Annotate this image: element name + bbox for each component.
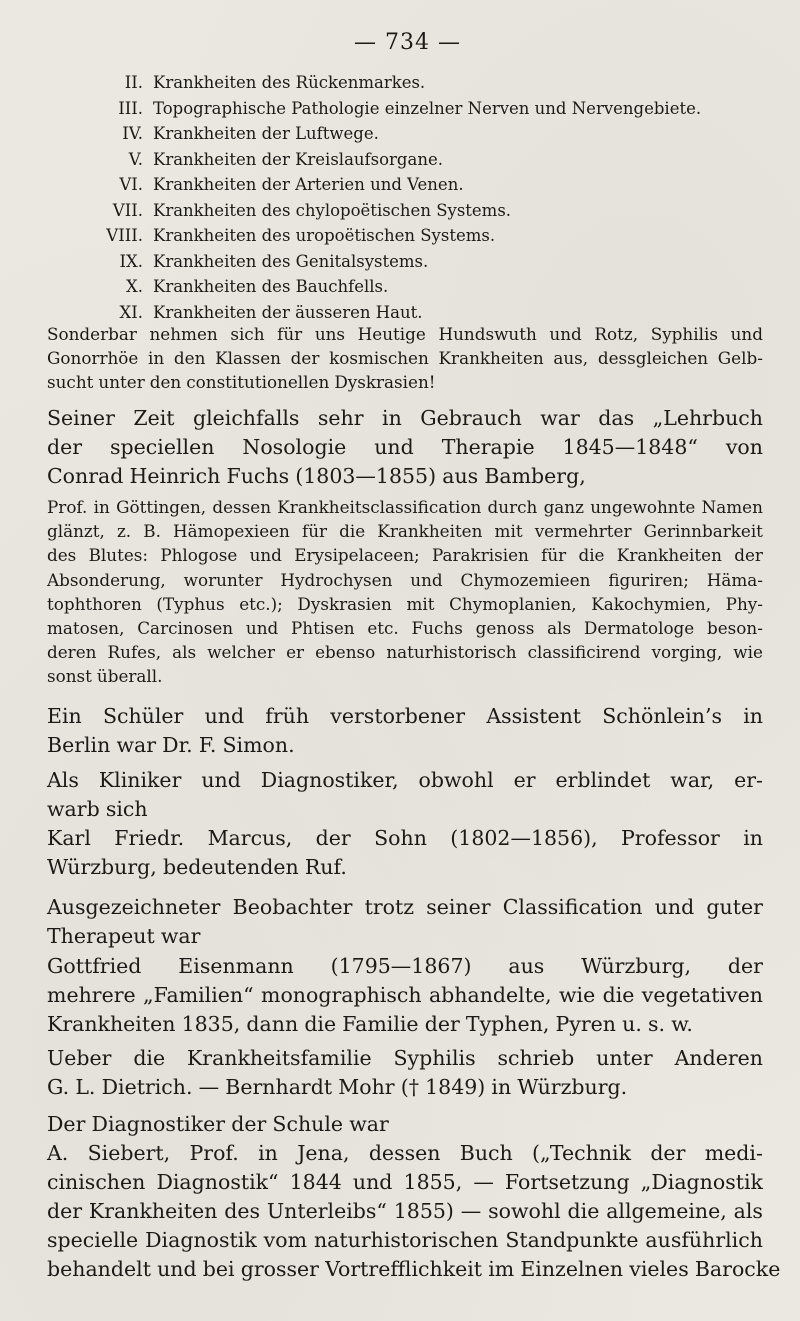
text-line: specielle Diagnostik vom naturhistorischen Standpunkte ausführlich	[47, 1228, 763, 1252]
text-line: A. Siebert, Prof. in Jena, dessen Buch („Technik der medi-	[47, 1141, 763, 1165]
text-line: sonst überall.	[47, 666, 163, 687]
paragraph	[47, 702, 763, 760]
paragraph	[47, 952, 763, 1039]
text-line: Karl Friedr. Marcus, der Sohn (1802—1856), Professor in	[47, 826, 763, 850]
text-line: G. L. Dietrich. — Bernhardt Mohr († 1849) in Würzburg.	[47, 1075, 628, 1099]
text-line: Ausgezeichneter Beobachter trotz seiner Classification und guter	[47, 895, 763, 919]
text-line: Therapeut war	[47, 924, 201, 948]
text-line: warb sich	[47, 797, 148, 821]
list-item-number: XI.	[119, 302, 143, 322]
list-item	[80, 223, 701, 249]
list-item	[80, 121, 701, 147]
text-line: Krankheiten 1835, dann die Familie der Typhen, Pyren u. s. w.	[47, 1012, 693, 1036]
text-line: Berlin war Dr. F. Simon.	[47, 733, 295, 757]
text-line: Ueber die Krankheitsfamilie Syphilis schrieb unter Anderen	[47, 1046, 763, 1070]
list-item-number: VI.	[119, 175, 143, 194]
list-item	[80, 96, 701, 122]
text-line: Würzburg, bedeutenden Ruf.	[47, 855, 347, 879]
list-item-text: Krankheiten der Arterien und Venen.	[153, 175, 464, 194]
paragraph	[47, 1110, 763, 1139]
text-line: Der Diagnostiker der Schule war	[47, 1112, 389, 1136]
paragraph	[47, 404, 763, 491]
list-item-number: V.	[128, 149, 143, 169]
text-line: Sonderbar nehmen sich für uns Heutige Hundswuth und Rotz, Syphilis und	[47, 324, 763, 344]
paragraph	[47, 1139, 781, 1284]
list-item-text: Krankheiten der Luftwege.	[153, 124, 379, 143]
text-line: behandelt und bei grosser Vortrefflichkeit im Einzelnen vieles Barocke	[47, 1257, 781, 1281]
text-line: der speciellen Nosologie und Therapie 1845—1848“ von	[47, 435, 763, 459]
paragraph	[47, 893, 763, 951]
paragraph	[47, 322, 763, 395]
text-line: Seiner Zeit gleichfalls sehr in Gebrauch war das „Lehrbuch	[47, 406, 763, 430]
paragraph	[47, 766, 763, 824]
list-item-text: Krankheiten des chylopoëtischen Systems.	[153, 200, 512, 220]
paragraph	[47, 824, 763, 882]
text-line: Als Kliniker und Diagnostiker, obwohl er erblindet war, er-	[47, 768, 763, 792]
classification-list	[80, 70, 701, 325]
list-item	[80, 249, 701, 275]
text-line: Ein Schüler und früh verstorbener Assistent Schönlein’s in	[47, 704, 763, 728]
text-line: sucht unter den constitutionellen Dyskrasien!	[47, 372, 436, 393]
list-item-text: Krankheiten der äusseren Haut.	[153, 302, 423, 322]
text-line: Absonderung, worunter Hydrochysen und Chymozemieen figuriren; Häma-	[47, 569, 763, 590]
text-line: Gonorrhöe in den Klassen der kosmischen Krankheiten aus, dessgleichen Gelb-	[47, 348, 763, 369]
list-item-text: Krankheiten des uropoëtischen Systems.	[153, 226, 496, 245]
text-line: matosen, Carcinosen und Phtisen etc. Fuchs genoss als Dermatologe beson-	[47, 618, 763, 639]
text-line: mehrere „Familien“ monographisch abhandelte, wie die vegetativen	[47, 983, 763, 1007]
text-line: Prof. in Göttingen, dessen Krankheitsclassification durch ganz ungewohnte Namen	[47, 497, 763, 517]
text-line: glänzt, z. B. Hämopexieen für die Krankheiten mit vermehrter Gerinnbarkeit	[47, 521, 763, 542]
text-line: der Krankheiten des Unterleibs“ 1855) — sowohl die allgemeine, als	[47, 1199, 763, 1223]
list-item-text: Topographische Pathologie einzelner Nerven und Nervengebiete.	[153, 98, 702, 118]
text-line: deren Rufes, als welcher er ebenso naturhistorisch classificirend vorging, wie	[47, 642, 763, 663]
list-item-text: Krankheiten des Bauchfells.	[153, 277, 389, 296]
list-item-number: IX.	[119, 251, 143, 271]
list-item	[80, 172, 701, 198]
list-item	[80, 70, 701, 96]
paragraph	[47, 495, 763, 689]
list-item-number: III.	[118, 98, 143, 118]
text-line: Conrad Heinrich Fuchs (1803—1855) aus Bamberg,	[47, 464, 586, 488]
page-number: — 734 —	[354, 30, 461, 55]
list-item-number: II.	[124, 73, 143, 92]
list-item-text: Krankheiten des Rückenmarkes.	[153, 73, 426, 92]
text-line: Gottfried Eisenmann (1795—1867) aus Würzburg, der	[47, 954, 763, 978]
paragraph	[47, 1044, 763, 1102]
list-item-number: VII.	[112, 200, 143, 220]
list-item	[80, 274, 701, 300]
text-line: des Blutes: Phlogose und Erysipelaceen; Parakrisien für die Krankheiten der	[47, 545, 763, 566]
list-item-text: Krankheiten der Kreislaufsorgane.	[153, 149, 443, 169]
list-item	[80, 147, 701, 173]
list-item-number: IV.	[122, 124, 143, 143]
text-line: cinischen Diagnostik“ 1844 und 1855, — Fortsetzung „Diagnostik	[47, 1170, 763, 1194]
list-item-number: X.	[126, 277, 143, 296]
list-item-number: VIII.	[106, 226, 143, 245]
text-line: tophthoren (Typhus etc.); Dyskrasien mit Chymoplanien, Kakochymien, Phy-	[47, 593, 763, 614]
list-item-text: Krankheiten des Genitalsystems.	[153, 251, 429, 271]
list-item	[80, 198, 701, 224]
